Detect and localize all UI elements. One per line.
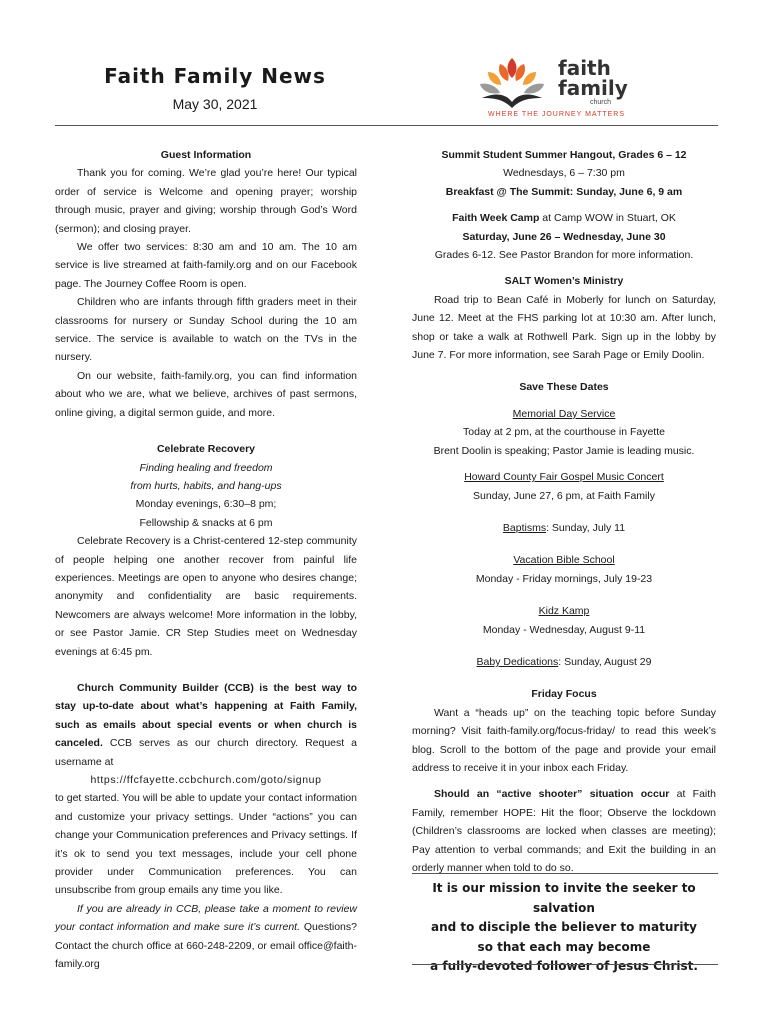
logo-word-family: family [558,76,628,100]
baptisms-line [412,519,716,537]
safety-paragraph [412,785,716,877]
faith-week-title: Faith Week Camp [452,212,540,225]
friday-focus-body: Want a “heads up” on the teaching topic before Sunday morning? Visit faith-family.org/focus-friday/ to read this week’s blog. Scroll to the bottom of the page and provide your email address to receive it in your inbox each Friday. [412,706,716,774]
salt-heading: SALT Women’s Ministry [504,275,624,288]
guest-paragraph-4: On our website, faith-family.org, you can find information about who we are, what we believe, archives of past sermons, online giving, a digital sermon guide, and more. [55,369,357,419]
baptisms-title: Baptisms [502,521,547,534]
safety-bold-intro: Should an “active shooter” situation occur [434,788,670,801]
memorial-title: Memorial Day Service [512,407,616,420]
baby-dedications-line [412,653,716,671]
guest-paragraph-2: We offer two services: 8:30 am and 10 am. The 10 am service is live streamed at faith-family.org and on our Facebook page. The Journey Coffee Room is open. [55,241,357,290]
mission-line-1: It is our mission to invite the seeker to salvation [432,881,696,915]
mission-line-3: so that each may become [477,939,651,954]
friday-focus-heading: Friday Focus [531,688,597,701]
mission-line-2: and to disciple the believer to maturity [430,920,698,934]
fair-line-1: Sunday, June 27, 6 pm, at Faith Family [473,489,655,502]
logo-tagline: WHERE THE JOURNEY MATTERS [488,111,626,118]
mission-line-4: a fully-devoted follower of Jesus Christ. [430,959,698,973]
header-divider [55,125,718,126]
guest-heading: Guest Information [160,149,252,161]
ccb-signup-link[interactable]: https://ffcfayette.ccbchurch.com/goto/signup [90,774,322,786]
mission-statement [412,879,716,977]
summit-heading: Summit Student Summer Hangout, Grades 6 – 12 [441,149,687,161]
faith-week-grades: Grades 6-12. See Pastor Brandon for more information. [434,249,694,262]
ccb-text-2: to get started. You will be able to update your contact information and customize your privacy settings. Under “actions” you can change your Communication preferences and Privacy settings. If it’s ok to send you text messages, include your cell phone provider under Communication preferences. You can unsubscribe from group emails any time you like. [55,792,357,897]
ccb-italic-note: If you are already in CCB, please take a moment to review your contact information and make sure it’s current. [55,902,357,934]
memorial-line-2: Brent Doolin is speaking; Pastor Jamie is leading music. [433,444,695,457]
fair-title: Howard County Fair Gospel Music Concert [464,471,664,484]
baby-dedications-title: Baby Dedications [476,655,559,668]
baptisms-date: : Sunday, July 11 [546,521,626,534]
summit-schedule: Wednesdays, 6 – 7:30 pm [503,167,625,180]
newsletter-title: Faith Family News [104,64,326,88]
vbs-title: Vacation Bible School [513,554,615,567]
recovery-tagline-1: Finding healing and freedom [139,461,273,474]
church-logo [470,54,640,124]
guest-paragraph-3: Children who are infants through fifth graders meet in their classrooms for nursery or Sunday School during the 10 am service. The service is available to watch on the TVs in the nursery. [55,296,357,364]
summit-breakfast: Breakfast @ The Summit: Sunday, June 6, 9 am [445,185,683,198]
right-column [412,146,716,877]
recovery-tagline-2: from hurts, habits, and hang-ups [130,479,282,492]
save-dates-heading: Save These Dates [519,381,609,394]
guest-paragraph-1: Thank you for coming. We’re glad you’re here! Our typical order of service is Welcome and opening prayer; worship through music, prayer and giving; worship through God’s Word (sermon); and closing prayer. [55,167,357,235]
ccb-closing [55,900,357,974]
ccb-text-1: CCB serves as our church directory. Request a username at [55,737,357,768]
safety-body: at Faith Family, remember HOPE: Hit the floor; Observe the lockdown (Children’s classrooms are locked when classes are meeting); Pay attention to verbal commands; and Exit the building in an orderly manner when told to do so. [412,788,716,874]
ccb-bold-intro: Church Community Builder (CCB) is the best way to stay up-to-date about what’s happening at Faith Family, such as emails about special events or when church is canceled. [55,681,357,750]
mission-divider-top [412,873,718,874]
faith-week-line [412,209,716,227]
ccb-paragraph [55,679,357,771]
logo-word-church: church [590,99,612,106]
recovery-heading: Celebrate Recovery [156,443,256,456]
ccb-text-3: Questions? Contact the church office at 660-248-2209, or email office@faith-family.org [55,921,357,971]
mission-divider-bottom [412,964,718,965]
kidz-kamp-line-1: Monday - Wednesday, August 9-11 [482,623,646,636]
kidz-kamp-title: Kidz Kamp [538,605,590,618]
left-column [55,146,357,973]
recovery-fellowship: Fellowship & snacks at 6 pm [139,516,273,529]
baby-dedications-date: : Sunday, August 29 [558,655,652,668]
faith-week-location: at Camp WOW in Stuart, OK [539,212,676,225]
faith-week-dates: Saturday, June 26 – Wednesday, June 30 [462,230,666,243]
leaf-emblem-icon [470,54,554,110]
recovery-schedule: Monday evenings, 6:30–8 pm; [135,498,277,511]
memorial-line-1: Today at 2 pm, at the courthouse in Fayette [463,426,665,439]
recovery-body: Celebrate Recovery is a Christ-centered 12-step community of people helping one another recover from painful life experiences. Meetings are open to anyone who desires change; anonymity and confidentiality are basic requirements. Newcomers are always welcome! More information in the lobby, or see Pastor Jamie. CR Step Studies meet on Wednesday evenings at 6:45 pm. [55,535,357,658]
logo-word-faith: faith [558,56,611,80]
vbs-line-1: Monday - Friday mornings, July 19-23 [475,572,653,585]
newsletter-date: May 30, 2021 [172,96,258,112]
salt-body: Road trip to Bean Café in Moberly for lunch on Saturday, June 12. Meet at the FHS parking lot at 10:30 am. After lunch, shop or take a walk at Rothwell Park. Sign up in the lobby by June 7. For more information, see Sarah Page or Emily Doolin. [412,293,716,362]
